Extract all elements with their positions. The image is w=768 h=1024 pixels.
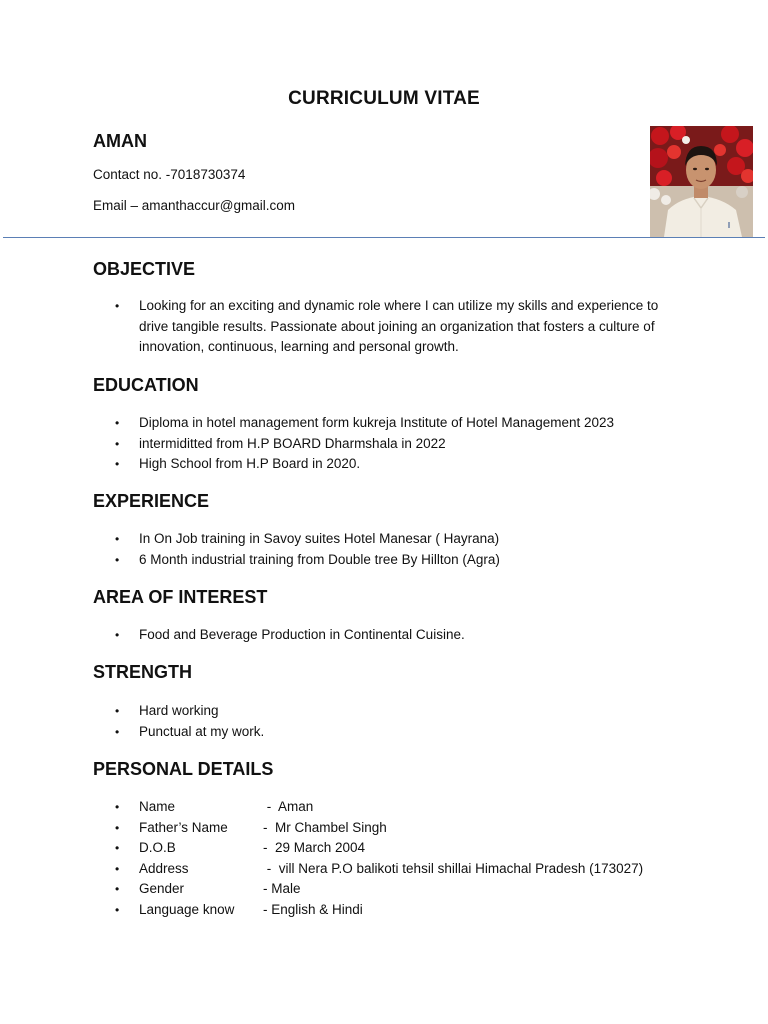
- list-item-text: Hard working: [139, 703, 219, 718]
- header-divider: [3, 237, 765, 238]
- detail-value: - Mr Chambel Singh: [263, 819, 387, 835]
- list-item-text: Food and Beverage Production in Continental Cuisine.: [139, 627, 465, 642]
- interest-heading: AREA OF INTEREST: [93, 587, 268, 607]
- bullet: •: [115, 861, 120, 876]
- profile-photo: [650, 126, 753, 237]
- education-section: [93, 374, 713, 475]
- strength-section: [93, 661, 713, 742]
- bullet: •: [115, 882, 120, 896]
- list-item: [93, 797, 713, 818]
- detail-label: Name: [139, 799, 176, 814]
- list-item-text: High School from H.P Board in 2020.: [139, 456, 361, 471]
- detail-label: Father’s Name: [139, 819, 228, 835]
- bullet: •: [115, 628, 120, 642]
- experience-list: [93, 529, 713, 570]
- bullet: •: [115, 724, 120, 739]
- list-item: [93, 859, 713, 880]
- detail-label: Gender: [139, 881, 185, 896]
- detail-row: [139, 838, 713, 859]
- objective-heading: OBJECTIVE: [93, 259, 196, 279]
- detail-row: [139, 900, 713, 921]
- list-item: [93, 818, 713, 839]
- interest-section: [93, 586, 713, 646]
- profile-photo-illustration: [650, 126, 753, 237]
- education-heading: EDUCATION: [93, 375, 199, 395]
- personal-details-section: [93, 758, 713, 920]
- bullet: •: [115, 457, 120, 471]
- bullet: •: [115, 436, 120, 451]
- strength-list: [93, 701, 713, 742]
- list-item: [93, 900, 713, 921]
- detail-value: - Male: [263, 881, 301, 896]
- bullet: •: [115, 552, 120, 567]
- detail-row: [139, 818, 713, 839]
- detail-label: Address: [139, 860, 189, 876]
- contact-number: Contact no. -7018730374: [93, 167, 246, 182]
- bullet: •: [115, 800, 120, 814]
- bullet: •: [115, 416, 120, 430]
- bullet: •: [115, 299, 120, 313]
- list-item-text: Diploma in hotel management form kukreja Institute of Hotel Management 2023: [139, 415, 615, 430]
- interest-list: [93, 625, 713, 646]
- list-item: [93, 434, 713, 455]
- list-item: [93, 413, 713, 434]
- list-item: [93, 550, 713, 571]
- experience-heading: EXPERIENCE: [93, 491, 210, 511]
- personal-details-heading: PERSONAL DETAILS: [93, 759, 274, 779]
- bullet: •: [115, 532, 120, 546]
- objective-section: [93, 258, 713, 358]
- detail-row: [139, 859, 713, 880]
- detail-row: [139, 797, 713, 818]
- document-title: CURRICULUM VITAE: [288, 88, 480, 109]
- list-item-text: In On Job training in Savoy suites Hotel Manesar ( Hayrana): [139, 531, 500, 546]
- list-item-text: Punctual at my work.: [139, 723, 265, 739]
- objective-list: [93, 296, 713, 358]
- detail-value: - 29 March 2004: [263, 840, 366, 855]
- bullet: •: [115, 704, 120, 718]
- list-item: [93, 529, 713, 550]
- email-address: Email – amanthaccur@gmail.com: [93, 198, 296, 213]
- list-item: [93, 879, 713, 900]
- list-item-text: intermiditted from H.P BOARD Dharmshala in 2022: [139, 435, 446, 451]
- personal-details-list: [93, 797, 713, 920]
- detail-label: D.O.B: [139, 840, 176, 855]
- list-item-text: 6 Month industrial training from Double tree By Hillton (Agra): [139, 551, 500, 567]
- detail-value: - vill Nera P.O balikoti tehsil shillai Himachal Pradesh (173027): [263, 860, 644, 876]
- bullet: •: [115, 902, 120, 917]
- list-item-text: Looking for an exciting and dynamic role where I can utilize my skills and experience to drive tangible results. Passionate about joining an organization that fosters a culture of innovation, continuous, learning and personal growth.: [139, 298, 659, 354]
- list-item: [93, 625, 713, 646]
- detail-value: - English & Hindi: [263, 901, 363, 917]
- list-item: [93, 722, 713, 743]
- bullet: •: [115, 820, 120, 835]
- detail-label: Language know: [139, 901, 235, 917]
- detail-value: - Aman: [263, 799, 314, 814]
- list-item: [93, 454, 713, 475]
- education-list: [93, 413, 713, 475]
- bullet: •: [115, 841, 120, 855]
- experience-section: [93, 490, 713, 570]
- detail-row: [139, 879, 713, 900]
- list-item: [93, 838, 713, 859]
- list-item: [93, 701, 713, 722]
- list-item: [93, 296, 679, 358]
- candidate-name: AMAN: [93, 131, 147, 151]
- strength-heading: STRENGTH: [93, 662, 192, 682]
